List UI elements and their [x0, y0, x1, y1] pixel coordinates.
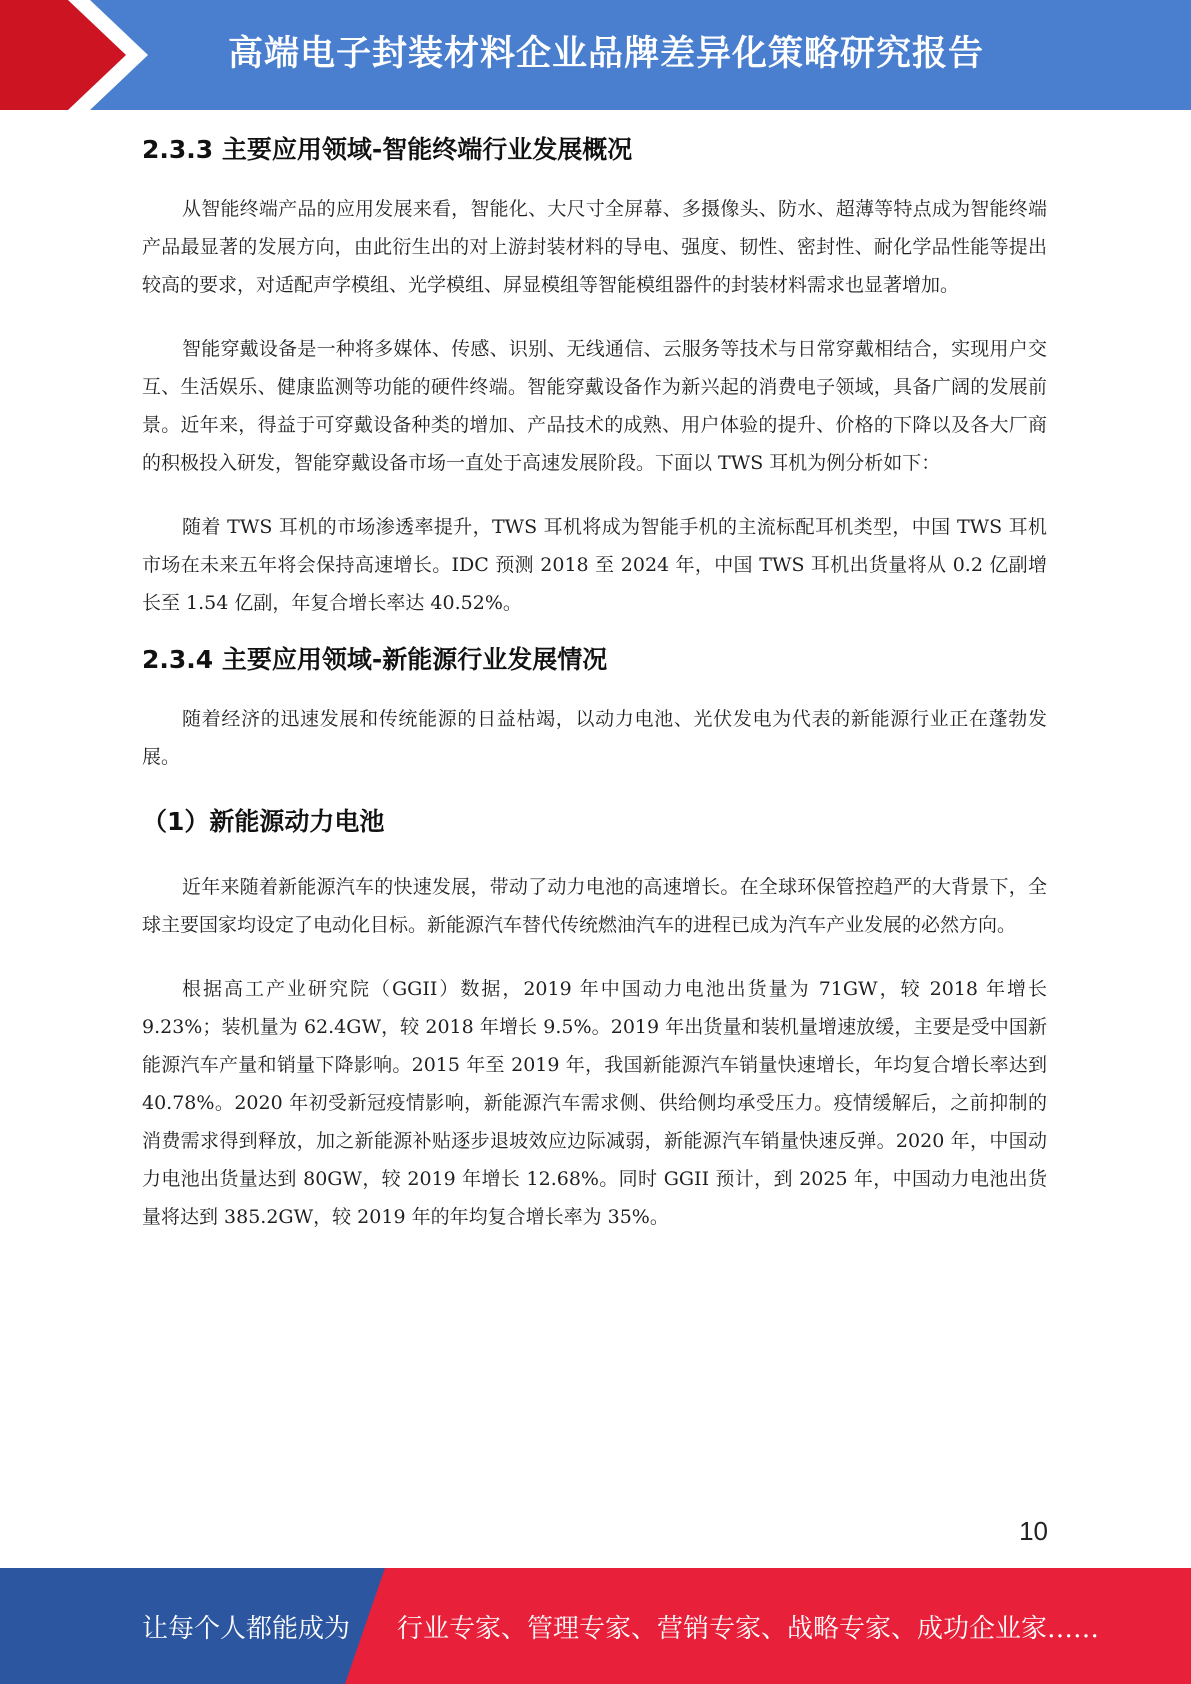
report-title: 高端电子封装材料企业品牌差异化策略研究报告	[228, 34, 985, 74]
footer-slogan-right: 行业专家、管理专家、营销专家、战略专家、成功企业家……	[397, 1614, 1100, 1644]
page-footer	[0, 1568, 1191, 1684]
paragraph: 近年来随着新能源汽车的快速发展，带动了动力电池的高速增长。在全球环保管控趋严的大背景下，全球主要国家均设定了电动化目标。新能源汽车替代传统燃油汽车的进程已成为汽车产业发展的必然方向。	[142, 876, 1047, 936]
page-header	[0, 0, 1191, 110]
section-heading-2-3-3: 2.3.3 主要应用领域-智能终端行业发展概况	[142, 135, 633, 164]
paragraph: 随着 TWS 耳机的市场渗透率提升，TWS 耳机将成为智能手机的主流标配耳机类型，中国 TWS 耳机市场在未来五年将会保持高速增长。IDC 预测 2018 至 2024 年，中国 TWS 耳机出货量将从 0.2 亿副增长至 1.54 亿副，年复合增长率达 40.52%。	[142, 516, 1047, 614]
subsection-heading: （1）新能源动力电池	[142, 807, 385, 836]
footer-slogan-left: 让每个人都能成为	[142, 1614, 351, 1644]
paragraph: 根据高工产业研究院（GGII）数据，2019 年中国动力电池出货量为 71GW，较 2018 年增长 9.23%；装机量为 62.4GW，较 2018 年增长 9.5%。2019 年出货量和装机量增速放缓，主要是受中国新能源汽车产量和销量下降影响。2015 年至 2019 年，我国新能源汽车销量快速增长，年均复合增长率达到 40.78%。2020 年初受新冠疫情影响，新能源汽车需求侧、供给侧均承受压力。疫情缓解后，之前抑制的消费需求得到释放，加之新能源补贴逐步退坡效应边际减弱，新能源汽车销量快速反弹。2020 年，中国动力电池出货量达到 80GW，较 2019 年增长 12.68%。同时 GGII 预计，到 2025 年，中国动力电池出货量将达到 385.2GW，较 2019 年的年均复合增长率为 35%。	[142, 978, 1047, 1228]
paragraph: 从智能终端产品的应用发展来看，智能化、大尺寸全屏幕、多摄像头、防水、超薄等特点成为智能终端产品最显著的发展方向，由此衍生出的对上游封装材料的导电、强度、韧性、密封性、耐化学品性能等提出较高的要求，对适配声学模组、光学模组、屏显模组等智能模组器件的封装材料需求也显著增加。	[142, 198, 1047, 296]
section-heading-2-3-4: 2.3.4 主要应用领域-新能源行业发展情况	[142, 645, 608, 674]
document-body	[142, 128, 1047, 1236]
paragraph: 随着经济的迅速发展和传统能源的日益枯竭，以动力电池、光伏发电为代表的新能源行业正在蓬勃发展。	[142, 708, 1047, 768]
paragraph: 智能穿戴设备是一种将多媒体、传感、识别、无线通信、云服务等技术与日常穿戴相结合，实现用户交互、生活娱乐、健康监测等功能的硬件终端。智能穿戴设备作为新兴起的消费电子领域，具备广阔的发展前景。近年来，得益于可穿戴设备种类的增加、产品技术的成熟、用户体验的提升、价格的下降以及各大厂商的积极投入研发，智能穿戴设备市场一直处于高速发展阶段。下面以 TWS 耳机为例分析如下：	[142, 338, 1047, 474]
page-number: 10	[1019, 1516, 1048, 1546]
